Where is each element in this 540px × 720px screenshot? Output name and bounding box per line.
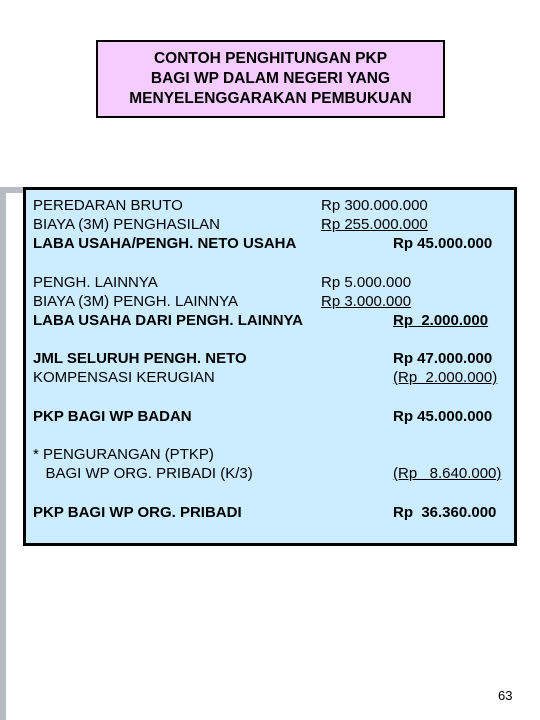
pengurangan-label-2: BAGI WP ORG. PRIBADI (K/3) bbox=[33, 465, 253, 482]
laba-usaha-value: Rp 45.000.000 bbox=[393, 235, 493, 252]
jml-seluruh-value: Rp 47.000.000 bbox=[393, 350, 493, 367]
kompensasi-label: KOMPENSASI KERUGIAN bbox=[33, 369, 215, 386]
calculation-box bbox=[23, 187, 517, 546]
pengh-lainnya-label: PENGH. LAINNYA bbox=[33, 274, 158, 291]
pkp-badan-value: Rp 45.000.000 bbox=[393, 408, 493, 425]
peredaran-bruto-label: PEREDARAN BRUTO bbox=[33, 197, 183, 214]
pengh-lainnya-value: Rp 5.000.000 bbox=[321, 274, 412, 291]
page-number: 63 bbox=[498, 688, 513, 703]
kompensasi-value: (Rp 2.000.000) bbox=[393, 369, 498, 386]
title-box bbox=[96, 40, 445, 118]
laba-lainnya-value: Rp 2.000.000 bbox=[393, 312, 489, 329]
laba-lainnya-label: LABA USAHA DARI PENGH. LAINNYA bbox=[33, 312, 304, 329]
biaya-penghasilan-value: Rp 255.000.000 bbox=[321, 216, 428, 233]
title-line-3: MENYELENGGARAKAN PEMBUKUAN bbox=[129, 90, 412, 107]
pkp-pribadi-label: PKP BAGI WP ORG. PRIBADI bbox=[33, 504, 242, 521]
pkp-pribadi-value: Rp 36.360.000 bbox=[393, 504, 497, 521]
jml-seluruh-label: JML SELURUH PENGH. NETO bbox=[33, 350, 247, 367]
peredaran-bruto-value: Rp 300.000.000 bbox=[321, 197, 428, 214]
biaya-lainnya-label: BIAYA (3M) PENGH. LAINNYA bbox=[33, 293, 239, 310]
title-line-1: CONTOH PENGHITUNGAN PKP bbox=[153, 50, 388, 67]
laba-usaha-label: LABA USAHA/PENGH. NETO USAHA bbox=[33, 235, 297, 252]
biaya-penghasilan-label: BIAYA (3M) PENGHASILAN bbox=[33, 216, 220, 233]
side-bar-vertical bbox=[0, 187, 6, 720]
biaya-lainnya-value: Rp 3.000.000 bbox=[321, 293, 412, 310]
pkp-badan-label: PKP BAGI WP BADAN bbox=[33, 408, 192, 425]
pengurangan-label-1: * PENGURANGAN (PTKP) bbox=[33, 446, 214, 463]
title-line-2: BAGI WP DALAM NEGERI YANG bbox=[150, 70, 391, 87]
pengurangan-value: (Rp 8.640.000) bbox=[393, 465, 502, 482]
side-bar-horizontal bbox=[0, 187, 24, 193]
